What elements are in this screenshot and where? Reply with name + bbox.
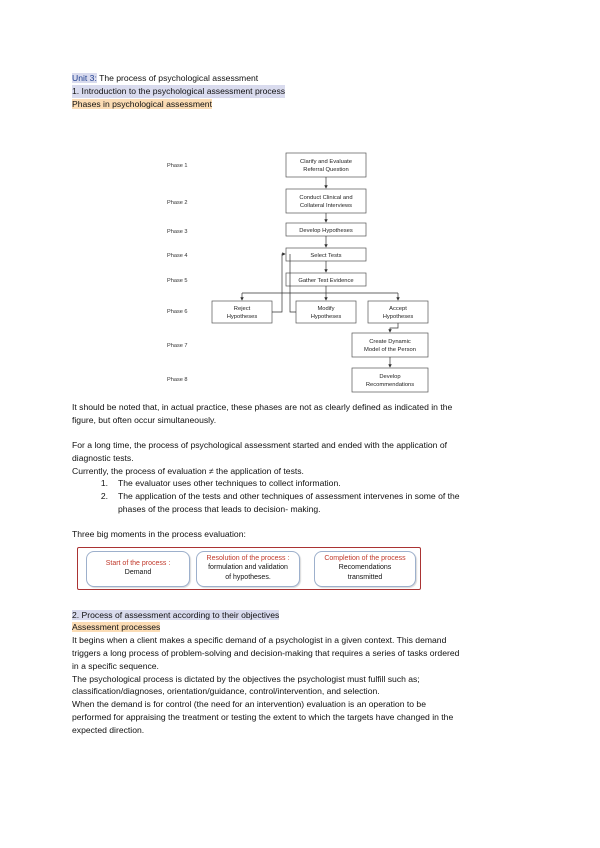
box-reject-text-2: Hypotheses [226,314,258,321]
phase-label-2: Phase 2 [167,200,188,207]
list-item: 2. The application of the tests and other techniques of assessment intervenes in some of the phases of the process that leads to decision- making. [100,491,460,514]
moments-diagram [72,547,528,609]
box-select-text: Select Tests [310,253,342,260]
moment-resolution: Resolution of the process : formulation and validation of hypotheses. [196,551,300,587]
box-model-text-1: Create Dynamic [369,339,411,346]
box-modify-text-2: Hypotheses [310,314,342,321]
box-model-text-2: Model of the Person [364,347,416,354]
unit-title: The process of psychological assessment [99,73,259,83]
section1-subheading: Phases in psychological assessment [72,98,212,109]
numbered-list [72,477,528,515]
section2-heading: 2. Process of assessment according to their objectives [72,609,280,620]
box-hypotheses-text: Develop Hypotheses [299,228,353,235]
paragraph-demand: It begins when a client makes a specific demand of a psychologist in a given context. This demand triggers a long process of problem-solving and decision-making that requires a series of tasks ordered in a specific sequence. [72,635,460,671]
paragraph-objectives: The psychological process is dictated by the objectives the psychologist must fulfill such as; classification/diagnoses, orientation/guidance, control/intervention, and selection. [72,673,420,697]
phase-label-4: Phase 4 [167,253,188,260]
box-gather-text: Gather Test Evidence [298,278,354,285]
phase-label-8: Phase 8 [167,377,188,384]
box-modify-text-1: Modify [317,306,335,313]
moment-completion: Completion of the process Recomendations transmitted [314,551,416,587]
moment-start: Start of the process : Demand [86,551,190,587]
unit-title-line [72,72,528,85]
paragraph-history: For a long time, the process of psychological assessment started and ended with the application of diagnostic tests. Currently, the process of evaluation ≠ the application of tests. [72,439,447,476]
phase-labels [167,163,188,383]
box-interviews-text-2: Collateral Interviews [299,203,353,210]
box-interviews [286,189,366,213]
phase-label-3: Phase 3 [167,229,188,236]
paragraph-control: When the demand is for control (the need for an intervention) evaluation is an operation to be performed for appraising the treatment or testing the extent to which the targets have changed in the expected direction. [72,699,454,735]
section1-heading: 1. Introduction to the psychological assessment process [72,85,286,96]
phase-label-6: Phase 6 [167,309,188,316]
phase-label-5: Phase 5 [167,278,188,285]
section2-subheading: Assessment processes [72,622,161,633]
phase-label-7: Phase 7 [167,343,188,350]
unit-label: Unit 3: [72,73,97,83]
phase-label-1: Phase 1 [167,163,188,170]
box-recommendations-text-1: Develop [379,374,401,381]
box-reject-text-1: Reject [233,306,251,313]
box-recommendations-text-2: Recommendations [365,382,415,389]
box-accept-text-2: Hypotheses [382,314,414,321]
box-accept-text-1: Accept [389,306,407,313]
box-clarify [286,153,366,177]
box-model [352,333,428,357]
box-clarify-text-1: Clarify and Evaluate [300,159,352,166]
box-clarify-text-2: Referral Question [303,167,349,174]
paragraph-phases-note: It should be noted that, in actual practice, these phases are not as clearly defined as indicated in the figure, but often occur simultaneously. [72,402,453,426]
phases-flowchart [72,111,528,401]
box-interviews-text-1: Conduct Clinical and [299,195,353,202]
moments-intro: Three big moments in the process evaluation: [72,528,246,539]
arrow-accept-to-model [390,323,398,332]
list-item: 1. The evaluator uses other techniques to collect information. [100,478,341,489]
document-page [72,72,528,737]
loop-reject-to-select [272,254,285,312]
box-recommendations [352,368,428,392]
flowchart-svg [72,111,528,401]
